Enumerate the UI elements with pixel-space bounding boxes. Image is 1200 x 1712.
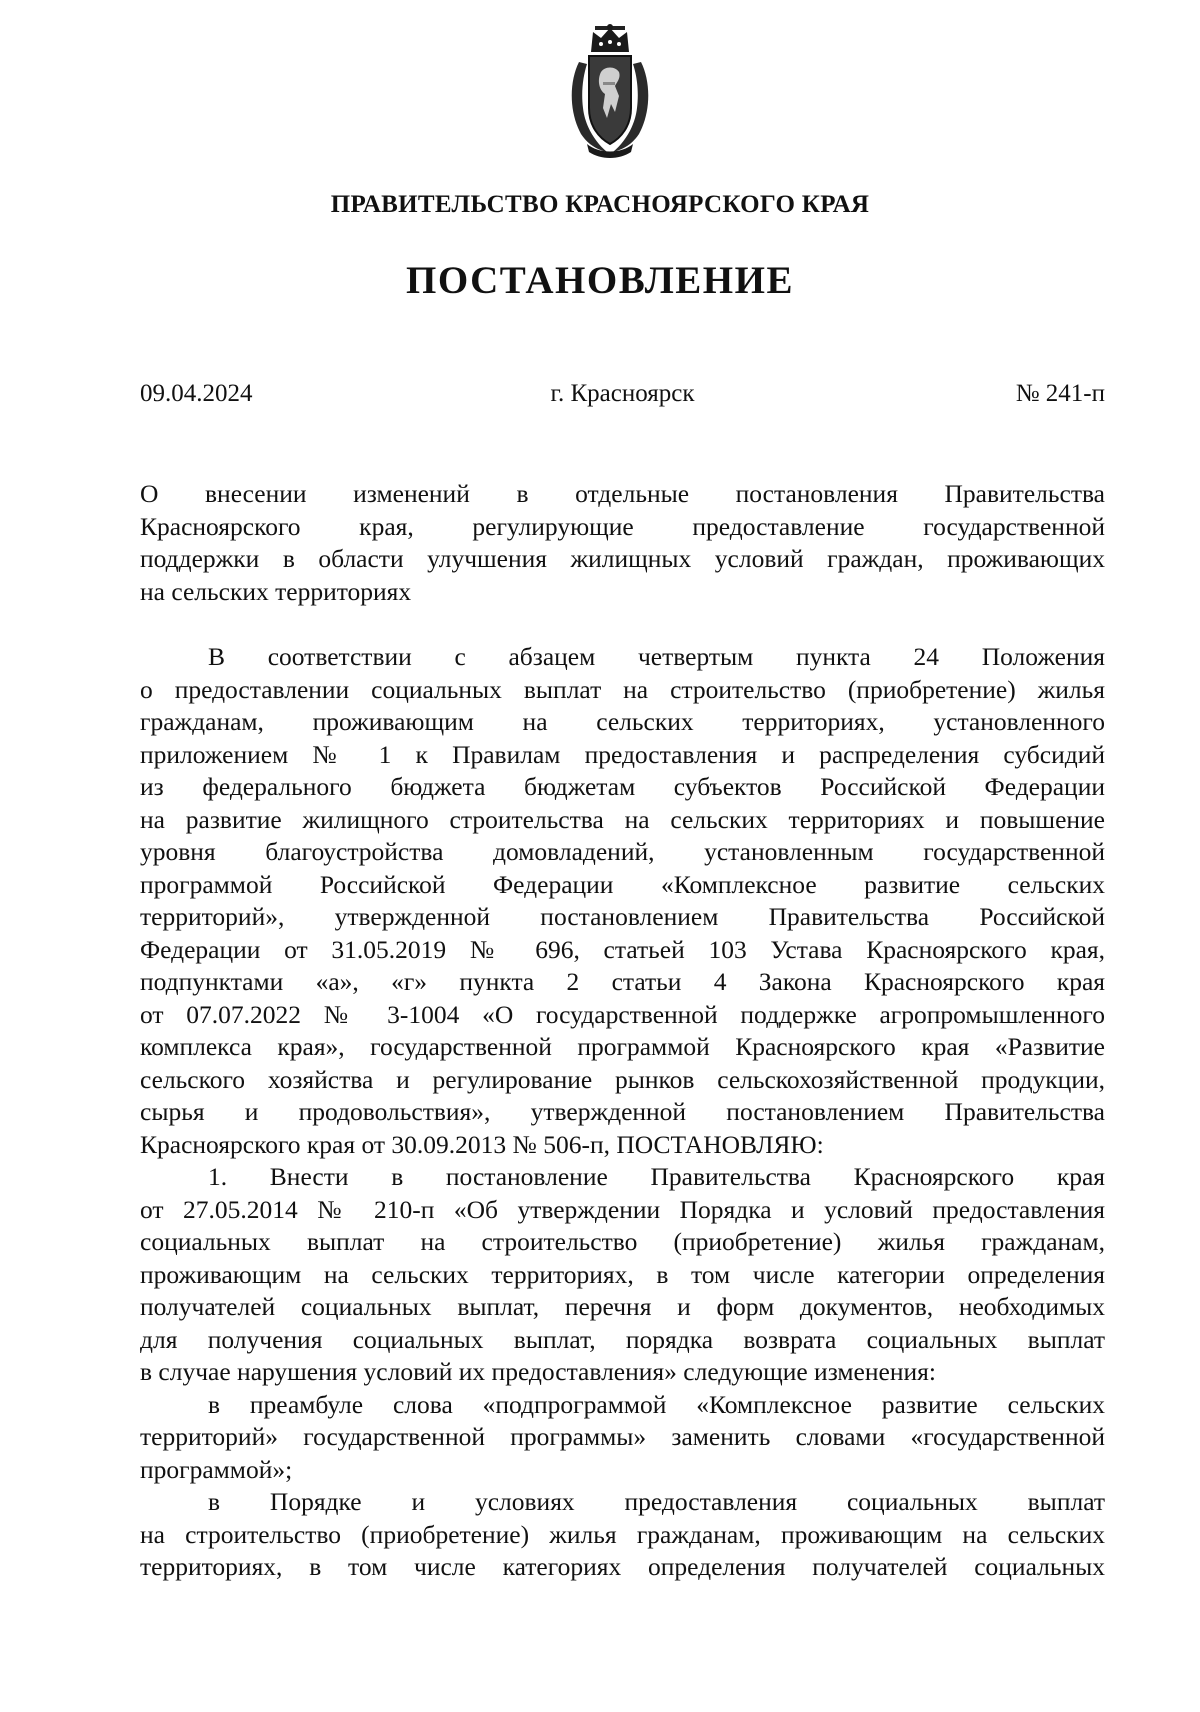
body-line: о предоставлении социальных выплат на строительство (приобретение) жилья — [140, 674, 1105, 704]
document-number: № 241-п — [1015, 380, 1105, 407]
body-line: программой»; — [140, 1454, 293, 1484]
document-date: 09.04.2024 — [140, 380, 253, 407]
body-line: сельского хозяйства и регулирование рынков сельскохозяйственной продукции, — [140, 1064, 1105, 1094]
document-meta — [140, 380, 1105, 414]
body-line: из федерального бюджета бюджетам субъектов Российской Федерации — [140, 772, 1105, 801]
coat-of-arms-icon — [565, 22, 655, 160]
body-line: Федерации от 31.05.2019 № 696, статьей 103 Устава Красноярского края, — [140, 934, 1105, 964]
body-line: территориях, в том числе категориях определения получателей социальных — [140, 1552, 1105, 1581]
document-body — [140, 641, 1105, 1584]
body-line: 1. Внести в постановление Правительства Красноярского края — [208, 1162, 1105, 1191]
document-type: ПОСТАНОВЛЕНИЕ — [405, 259, 794, 302]
body-line: от 07.07.2022 № 3-1004 «О государственной поддержке агропромышленного — [140, 999, 1105, 1029]
body-line: Красноярского края от 30.09.2013 № 506-п, ПОСТАНОВЛЯЮ: — [140, 1129, 824, 1159]
title-line: О внесении изменений в отдельные постановления Правительства — [140, 479, 1105, 508]
body-line: в случае нарушения условий их предоставления» следующие изменения: — [140, 1357, 936, 1386]
document-city: г. Красноярск — [550, 380, 695, 407]
body-line: для получения социальных выплат, порядка возврата социальных выплат — [140, 1324, 1105, 1354]
body-line: программой Российской Федерации «Комплексное развитие сельских — [140, 869, 1105, 899]
body-line: В соответствии с абзацем четвертым пункта 24 Положения — [208, 642, 1105, 671]
title-line: поддержки в области улучшения жилищных условий граждан, проживающих — [140, 544, 1105, 573]
title-line: Красноярского края, регулирующие предоставление государственной — [140, 511, 1105, 541]
body-line: комплекса края», государственной программой Красноярского края «Развитие — [140, 1032, 1105, 1061]
body-line: подпунктами «а», «г» пункта 2 статьи 4 Закона Красноярского края — [140, 967, 1105, 996]
body-line: на строительство (приобретение) жилья гражданам, проживающим на сельских — [140, 1519, 1105, 1549]
body-line: проживающим на сельских территориях, в том числе категории определения — [140, 1259, 1105, 1289]
body-line: уровня благоустройства домовладений, установленным государственной — [140, 837, 1105, 866]
body-line: в преамбуле слова «подпрограммой «Комплексное развитие сельских — [208, 1389, 1105, 1419]
body-line: территорий», утвержденной постановлением Правительства Российской — [140, 902, 1105, 931]
body-line: получателей социальных выплат, перечня и форм документов, необходимых — [140, 1292, 1105, 1321]
body-line: сырья и продовольствия», утвержденной постановлением Правительства — [140, 1097, 1105, 1126]
organization-name: ПРАВИТЕЛЬСТВО КРАСНОЯРСКОГО КРАЯ — [330, 191, 870, 218]
document-title — [140, 478, 1105, 608]
title-line: на сельских территориях — [140, 576, 412, 606]
body-line: в Порядке и условиях предоставления социальных выплат — [208, 1487, 1105, 1516]
body-line: от 27.05.2014 № 210-п «Об утверждении Порядка и условий предоставления — [140, 1194, 1105, 1224]
body-line: приложением № 1 к Правилам предоставления и распределения субсидий — [140, 739, 1105, 769]
body-line: территорий» государственной программы» заменить словами «государственной — [140, 1422, 1105, 1451]
body-line: гражданам, проживающим на сельских территориях, установленного — [140, 707, 1105, 736]
body-line: социальных выплат на строительство (приобретение) жилья гражданам, — [140, 1227, 1105, 1256]
body-line: на развитие жилищного строительства на сельских территориях и повышение — [140, 804, 1105, 834]
